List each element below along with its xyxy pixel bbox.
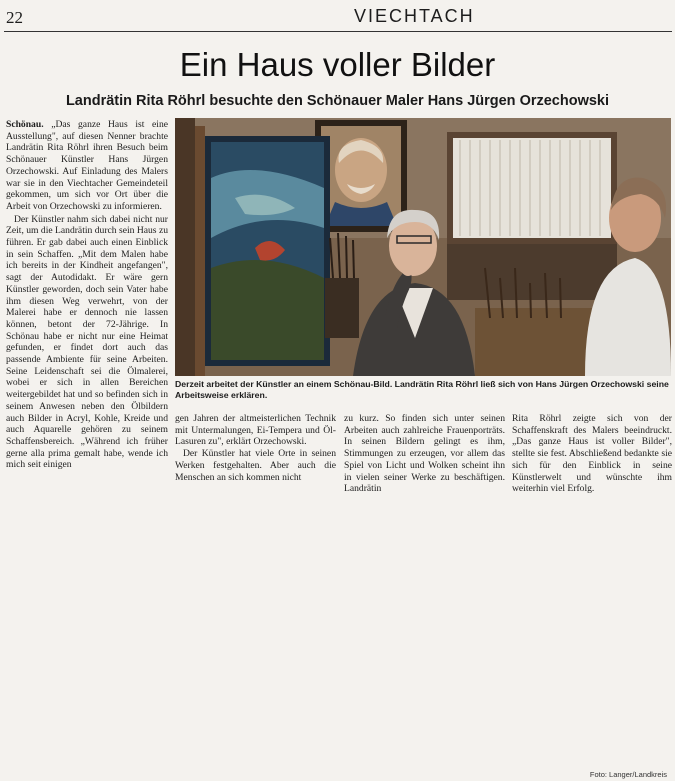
page-number: 22 bbox=[6, 8, 23, 27]
caption-text: Derzeit arbeitet der Künstler an einem Schönau-Bild. Landrätin Rita Röhrl ließ sich von Hans Jürgen Orzechowski seine Arbeitsweise erklären. bbox=[175, 379, 669, 400]
paragraph: Der Künstler hat viele Orte in seinen Werken festgehalten. Aber auch die Menschen an sich kommen nicht bbox=[175, 448, 336, 483]
article-column-4 bbox=[512, 413, 672, 500]
article-column-3 bbox=[344, 413, 505, 500]
article-title: Ein Haus voller Bilder bbox=[179, 46, 496, 83]
page-header bbox=[0, 0, 675, 34]
dateline: Schönau. bbox=[6, 119, 44, 130]
paragraph: gen Jahren der altmeisterlichen Technik mit Untermalungen, Ei-Tempera und Öl-Lasuren zu", erklärt Orzechowski. bbox=[175, 413, 336, 448]
article-column-2 bbox=[175, 413, 336, 500]
section-name: VIECHTACH bbox=[354, 6, 475, 26]
paragraph: Rita Röhrl zeigte sich von der Schaffenskraft des Malers beeindruckt. „Das ganze Haus ist voller Bilder", stellte sie fest. Abschließend bedankte sie sich für den Einblick in seine Künstlerwelt und wünschte ihm weiterhin viel Erfolg. bbox=[512, 413, 672, 495]
photo-credit: Foto: Langer/Landkreis bbox=[589, 770, 667, 779]
paragraph: Der Künstler nahm sich dabei nicht nur Zeit, um die Landrätin durch sein Haus zu führen. Er gab dabei auch einen Einblick in sein Schaffen. „Mit dem Malen habe ich bereits in der Kindheit angefangen", sagt der Autodidakt. Er wäre gern Künstler geworden, doch sein Vater habe ihm diesen Weg verwehrt, von der Malerei habe er dennoch nie lassen können, betont der 72-Jährige. In Schönau habe er nicht nur eine Heimat gefunden, er findet dort auch das passende Ambiente für seine Arbeiten. Seine Leidenschaft sei die Ölmalerei, wobei er sich in allen Bereichen weitergebildet hat und so befinden sich in seinem Anwesen neben den Ölbildern auch Bilder in Acryl, Kohle, Kreide und auch Aquarelle gehören zu seinem Schaffensbereich. „Während ich früher gerne alla prima gemalt habe, wende ich mich seit einigen bbox=[6, 213, 168, 471]
photo-illustration bbox=[175, 118, 671, 376]
article-subtitle: Landrätin Rita Röhrl besuchte den Schönauer Maler Hans Jürgen Orzechowski bbox=[65, 93, 610, 109]
paragraph: zu kurz. So finden sich unter seinen Arbeiten auch zahlreiche Frauenporträts. In seinen Bildern gelingt es ihm, Stimmungen zu erzeugen, vor allem das Spiel von Licht und Wolken scheint ihn in vielen seiner Werke zu beschäftigen. Landrätin bbox=[344, 413, 505, 495]
header-rule bbox=[4, 31, 672, 32]
article-column-left bbox=[6, 119, 168, 500]
article-photo bbox=[175, 118, 671, 376]
paragraph: Schönau. „Das ganze Haus ist eine Ausstellung", auf diesen Nenner brachte Landrätin Rita Röhrl ihren Besuch beim Schönauer Künstler Hans Jürgen Orzechowski. Auf Einladung des Malers war sie in den Viechtacher Gemeindeteil gekommen, um sich vor Ort über die Arbeit von Orzechowski zu informieren. bbox=[6, 119, 168, 212]
